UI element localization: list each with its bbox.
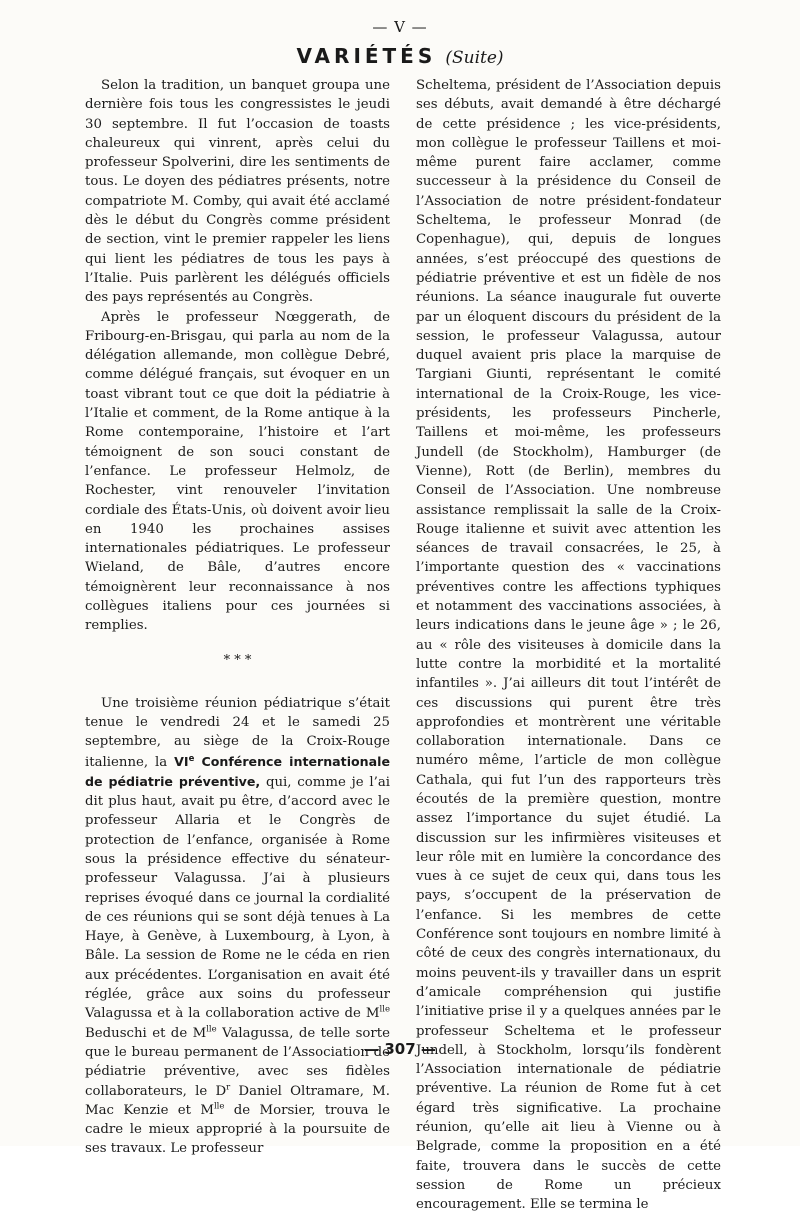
conference-text-f: de Morsier, trouva le cadre le mieux approprié à la poursuite de ses travaux. Le professeur [85, 1102, 390, 1157]
section-folio: — V — [372, 18, 428, 36]
conference-ordinal: VIe [174, 753, 195, 769]
paragraph-conference: Une troisième réunion pédiatrique s’était tenue le vendredi 24 et le samedi 25 septembre, au siège de la Croix-Rouge italienne, la VIe Conférence internationale de pédiatrie préventive, qui, comme je l’ai dit plus haut, avait pu être, d’accord avec le professeur Allaria et le Congrès de protection de l’enfance, organisée à Rome sous la présidence effective du sénateur-professeur Valagussa. J’ai à plusieurs reprises évoqué dans ce journal la cordialité de ces réunions qui se sont déjà tenues à La Haye, à Genève, à Luxembourg, à Lyon, à Bâle. La session de Rome ne le céda en rien aux précédentes. L’organisation en avait été réglée, grâce aux soins du professeur Valagussa et à la collaboration active de $M^{lle}$ Beduschi et de $M^{lle}$ Valagussa, de telle sorte que le bureau permanent de l’Association de pédiatrie préventive, avec ses fidèles collaborateurs, le $D^r$ Daniel Oltramare, M. Mac Kenzie et $M^{lle}$ de Morsier, trouva le cadre le mieux approprié à la poursuite de ses travaux. Le professeur [85, 695, 390, 1157]
section-heading [0, 44, 800, 68]
page-number: — 307 — [364, 1040, 436, 1058]
conference-text-d: Valagussa, de telle sorte que le bureau permanent de l’Association de pédiatrie préventive, avec ses fidèles collaborateurs, le D [85, 1025, 390, 1099]
paragraph-scheltema: Scheltema, président de l’Association depuis ses débuts, avait demandé à être déchargé de cette présidence ; les vice-présidents, mon collègue le professeur Taillens et moi-même purent faire acclamer, comme successeur à la présidence du Conseil de l’Association de notre président-fondateur Scheltema, le professeur Monrad (de Copenhague), qui, depuis de longues années, s’est préoccupé des questions de pédiatrie préventive et est un fidèle de nos réunions. La séance inaugurale fut ouverte par un éloquent discours du président de la session, le professeur Valagussa, autour duquel avaient pris place la marquise de Targiani Giunti, représentant le comité international de la Croix-Rouge, les vice-présidents, les professeurs Pincherle, Taillens et moi-même, les professeurs Jundell (de Stockholm), Hamburger (de Vienne), Rott (de Berlin), membres du Conseil de l’Association. Une nombreuse assistance remplissait la salle de la Croix-Rouge italienne et suivit avec attention les séances de travail consacrées, le 25, à l’importante question des « vaccinations préventives contre les affections typhiques et notamment des vaccinations associées, à leurs indications dans le jeune âge » ; le 26, au « rôle des visiteuses à domicile dans la lutte contre la morbidité et la mortalité infantiles ». J’ai ailleurs dit tout l’intérêt de ces discussions qui purent être très approfondies et montrèrent une véritable collaboration internationale. Dans ce numéro même, l’article de mon collègue Cathala, qui fut l’un des rapporteurs très écoutés de la première question, montre assez l’importance du sujet étudié. La discussion sur les infirmières visiteuses et leur rôle mit en lumière la concordance des vues à ce sujet de ceux qui, dans tous les pays, s’occupent de la préservation de l’enfance. Si les membres de cette Conférence sont toujours en nombre limité à côté de ceux des congrès internationaux, du moins peuvent-ils y travailler dans un esprit d’amicale compréhension qui justifie l’initiative prise il y a quelques années par le professeur Scheltema et le professeur Jundell, à Stockholm, lorsqu’ils fondèrent l’Association internationale de pédiatrie préventive. La réunion de Rome fut à cet égard très significative. La prochaine réunion, qu’elle ait lieu à Vienne ou à Belgrade, comme la proposition en a été faite, trouvera dans le succès de cette session de Rome un précieux encouragement. Elle se termina le [416, 78, 721, 1213]
section-subtitle: (Suite) [445, 48, 504, 68]
paragraph-banquet: Selon la tradition, un banquet groupa une dernière fois tous les congressistes le jeudi 30 septembre. Il fut l’occasion de toasts chaleureux qui vinrent, après celui du professeur Spolverini, dire les sentiments de tous. Le doyen des pédiatres présents, notre compatriote M. Comby, qui avait été acclamé dès le début du Congrès comme président de section, vint le premier rappeler les liens qui lient les pédiatres de tous les pays à l’Italie. Puis parlèrent les délégués officiels des pays représentés au Congrès. [85, 78, 390, 306]
conference-name: Conférence internationale de pédiatrie préventive, [85, 753, 390, 789]
left-column [85, 76, 390, 1159]
section-title: VARIÉTÉS [296, 44, 437, 68]
conference-text-a: Une troisième réunion pédiatrique s’était tenue le vendredi 24 et le samedi 25 septembre, au siège de la Croix-Rouge italienne, la [85, 695, 390, 770]
paragraph-toasts: Après le professeur Nœggerath, de Fribourg-en-Brisgau, qui parla au nom de la délégation allemande, mon collègue Debré, comme délégué français, sut évoquer en un toast vibrant tout ce que doit la pédiatrie à l’Italie et comment, de la Rome antique à la Rome contemporaine, l’histoire et l’art témoignent de son souci constant de l’enfance. Le professeur Helmolz, de Rochester, vint renouveler l’invitation cordiale des États-Unis, où doivent avoir lieu en 1940 les prochaines assises internationales pédiatriques. Le professeur Wieland, de Bâle, d’autres encore témoignèrent leur reconnaissance à nos collègues italiens pour ces journées si remplies. [85, 309, 390, 634]
section-separator: * * * [223, 652, 252, 668]
conference-text-e: Daniel Oltramare, M. Mac Kenzie et M [85, 1083, 390, 1118]
conference-text-b: qui, comme je l’ai dit plus haut, avait pu être, d’accord avec le professeur Allaria et le Congrès de protection de l’enfance, organisée à Rome sous la présidence effective du sénateur-professeur Valagussa. J’ai à plusieurs reprises évoqué dans ce journal la cordialité de ces réunions qui se sont déjà tenues à La Haye, à Genève, à Luxembourg, à Lyon, à Bâle. La session de Rome ne le céda en rien aux précédentes. L’organisation en avait été réglée, grâce aux soins du professeur Valagussa et à la collaboration active de M [85, 774, 390, 1022]
conference-text-c: Beduschi et de M [85, 1025, 207, 1041]
